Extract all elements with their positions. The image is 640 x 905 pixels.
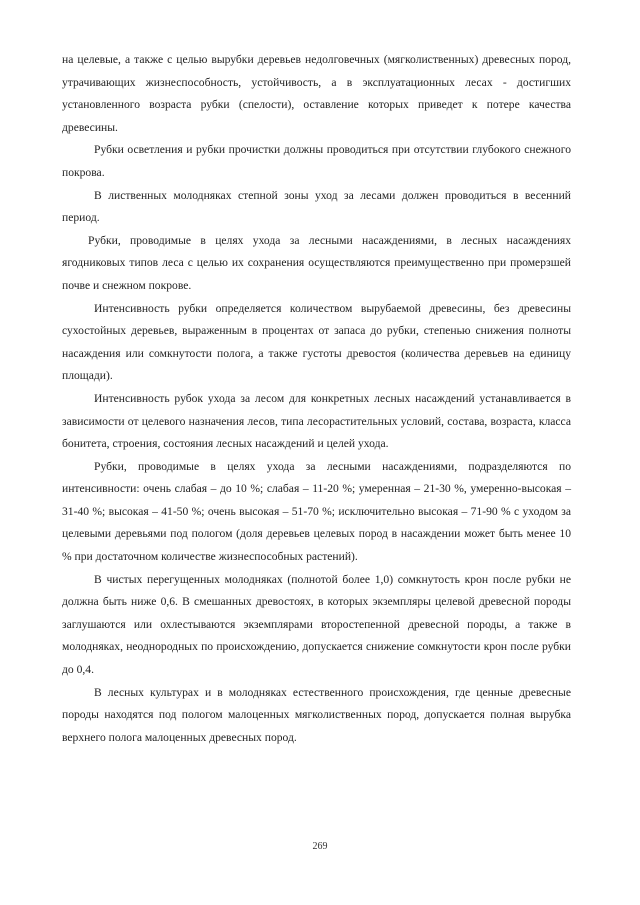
paragraph-continuation: на целевые, а также с целью вырубки деревьев недолговечных (мягколиственных) древесных пород, утрачивающих жизнеспособность, устойчивость, а в эксплуатационных лесах - достигших установленного возраста рубки (спелости), оставление которых приведет к потере качества древесины. [62,53,571,134]
paragraph-berry-forests: Рубки, проводимые в целях ухода за лесными насаждениями, в лесных насаждениях ягодниковых типов леса с целью их сохранения осуществляются преимущественно при промерзшей почве и снежном покрове. [62,233,571,292]
paragraph-intensity-factors: Интенсивность рубок ухода за лесом для конкретных лесных насаждений устанавливается в зависимости от целевого назначения лесов, типа лесорастительных условий, состава, возраста, класса бонитета, строения, состояния лесных насаждений и целей ухода. [62,391,571,451]
paragraph-canopy-closure: В чистых перегущенных молодняках (полнотой более 1,0) сомкнутость крон после рубки не должна быть ниже 0,6. В смешанных древостоях, в которых экземпляры целевой древесной породы заглушаются или охлестываются экземплярами второстепенной древесной породы, а также в молодняках, неоднородных по происхождению, допускается снижение сомкнутости крон после рубки до 0,4. [62,572,571,677]
body-text [62,49,571,749]
paragraph-steppe-zone: В лиственных молодняках степной зоны уход за лесами должен проводиться в весенний период. [62,188,571,225]
paragraph-intensity-definition: Интенсивность рубки определяется количеством вырубаемой древесины, без древесины сухостойных деревьев, выраженным в процентах от запаса до рубки, степенью снижения полноты насаждения или сомкнутости полога, а также густоты древостоя (количества деревьев на единицу площади). [62,301,571,383]
paragraph-intensity-classes: Рубки, проводимые в целях ухода за лесными насаждениями, подразделяются по интенсивности: очень слабая – до 10 %; слабая – 11-20 %; умеренная – 21-30 %, умеренно-высокая – 31-40 %; высокая – 41-50 %; очень высокая – 51-70 %; исключительно высокая – 71-90 % с уходом за целевыми деревьями под пологом (доля деревьев целевых пород в насаждении может быть менее 10 % при достаточном количестве жизнеспособных растений). [62,459,571,564]
page-number: 269 [312,841,328,852]
paragraph-forest-cultures: В лесных культурах и в молодняках естественного происхождения, где ценные древесные породы находятся под пологом малоценных мягколиственных пород, допускается полная вырубка верхнего полога малоценных древесных пород. [62,685,571,744]
paragraph-thinning-snow: Рубки осветления и рубки прочистки должны проводиться при отсутствии глубокого снежного покрова. [62,143,571,179]
